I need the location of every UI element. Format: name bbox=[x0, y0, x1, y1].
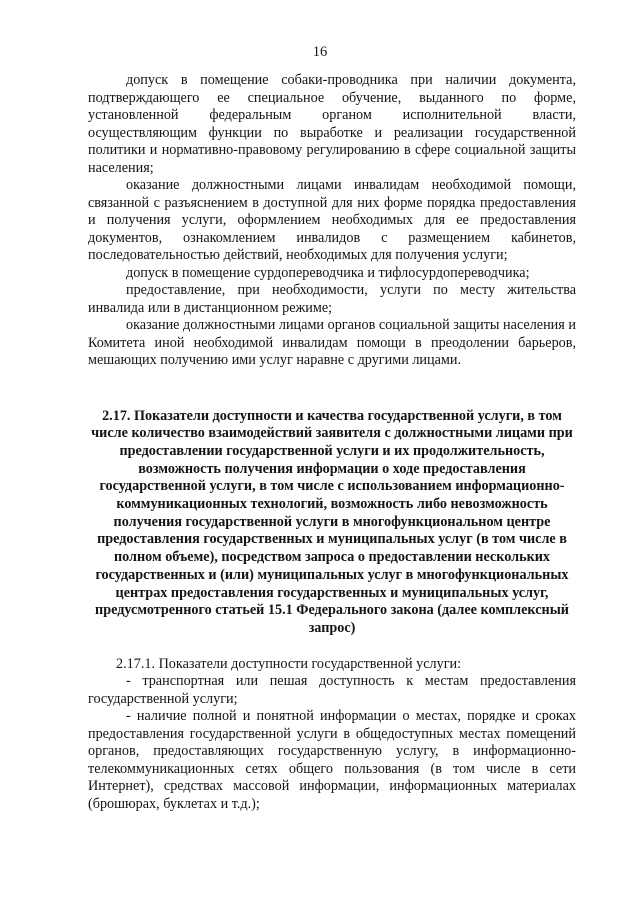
paragraph-information-availability: - наличие полной и понятной информации о местах, порядке и сроках предоставления государственной услуги в общедоступных местах помещений органов, предоставляющих государственную услугу, в информационно-телекоммуникационных сетях общего пользования (в том числе в сети Интернет), средствах массовой информации, информационных материалах (брошюрах, буклетах и т.д.); bbox=[88, 708, 576, 812]
section-heading bbox=[88, 408, 576, 638]
document-body bbox=[88, 72, 576, 813]
paragraph-sign-interpreter: допуск в помещение сурдопереводчика и тифлосурдопереводчика; bbox=[126, 264, 530, 281]
paragraph-guide-dog: допуск в помещение собаки-проводника при наличии документа, подтверждающего ее специальное обучение, выданного по форме, установленной федеральным органом исполнительной власти, осуществляющим функции по выработке и реализации государственной политики и нормативно-правовому регулированию в сфере социальной защиты населения; bbox=[88, 72, 576, 176]
subsection-heading: 2.17.1. Показатели доступности государственной услуги: bbox=[116, 655, 462, 672]
spacer bbox=[88, 638, 576, 656]
spacer bbox=[88, 370, 576, 408]
paragraph-transport-access: - транспортная или пешая доступность к местам предоставления государственной услуги; bbox=[88, 673, 576, 707]
page-number: 16 bbox=[312, 44, 328, 60]
paragraph-barrier-assistance: оказание должностными лицами органов социальной защиты населения и Комитета иной необходимой инвалидам помощи в преодолении барьеров, мешающих получению ими услуг наравне с другими лицами. bbox=[88, 317, 576, 368]
paragraph-remote-service: предоставление, при необходимости, услуги по месту жительства инвалида или в дистанционном режиме; bbox=[88, 282, 576, 316]
section-heading-text: 2.17. Показатели доступности и качества государственной услуги, в том числе количество взаимодействий заявителя с должностными лицами при предоставлении государственной услуги и их продолжительность, возможность получения информации о ходе предоставления государственной услуги, в том числе с использованием информационно-коммуникационных технологий, возможность либо невозможность получения государственной услуги в многофункциональном центре предоставления государственных и муниципальных услуг (в том числе в полном объеме), посредством запроса о предоставлении нескольких государственных и (или) муниципальных услуг в многофункциональных центрах предоставления государственных и муниципальных услуг, предусмотренного статьей 15.1 Федерального закона (далее комплексный запрос) bbox=[91, 407, 573, 636]
paragraph-officials-assistance: оказание должностными лицами инвалидам необходимой помощи, связанной с разъяснением в доступной для них форме порядка предоставления и получения услуги, оформлением необходимых для ее предоставления документов, ознакомлением инвалидов с размещением кабинетов, последовательностью действий, необходимых для получения услуги; bbox=[88, 177, 576, 263]
